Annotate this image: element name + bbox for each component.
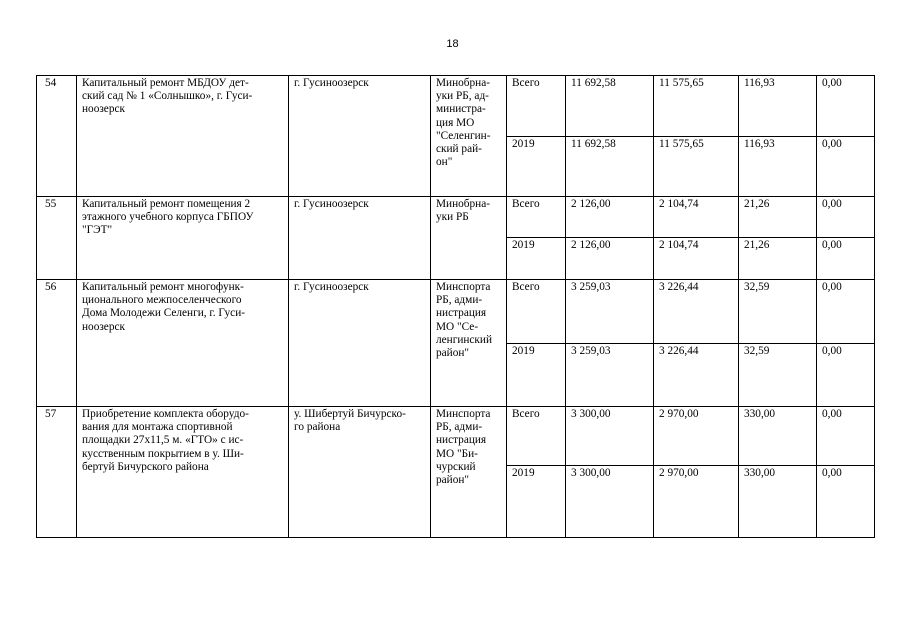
- table-row: [37, 76, 875, 137]
- period-cell: Всего: [507, 280, 566, 344]
- table-row: [37, 280, 875, 344]
- other-cell: 0,00: [817, 344, 875, 407]
- total-cell: 2 126,00: [566, 238, 654, 280]
- other-cell: 0,00: [817, 137, 875, 197]
- other-cell: 0,00: [817, 238, 875, 280]
- republic-cell: 32,59: [739, 344, 817, 407]
- period-cell: Всего: [507, 407, 566, 466]
- period-cell: Всего: [507, 76, 566, 137]
- project-executor: Минобрна- уки РБ: [431, 197, 507, 280]
- other-cell: 0,00: [817, 280, 875, 344]
- republic-cell: 21,26: [739, 238, 817, 280]
- republic-cell: 21,26: [739, 197, 817, 238]
- page-number: 18: [446, 38, 459, 50]
- project-name: Капитальный ремонт МБДОУ дет- ский сад № 1 «Солнышко», г. Гуси- ноозерск: [77, 76, 289, 197]
- federal-cell: 2 970,00: [654, 466, 739, 538]
- program-table: [36, 75, 875, 538]
- republic-cell: 330,00: [739, 407, 817, 466]
- row-number: 57: [37, 407, 77, 538]
- republic-cell: 330,00: [739, 466, 817, 538]
- total-cell: 3 300,00: [566, 407, 654, 466]
- total-cell: 3 300,00: [566, 466, 654, 538]
- federal-cell: 2 104,74: [654, 238, 739, 280]
- republic-cell: 116,93: [739, 76, 817, 137]
- row-number: 55: [37, 197, 77, 280]
- project-name: Капитальный ремонт помещения 2 этажного учебного корпуса ГБПОУ "ГЭТ": [77, 197, 289, 280]
- period-cell: Всего: [507, 197, 566, 238]
- project-executor: Минспорта РБ, адми- нистрация МО "Би- чурский район": [431, 407, 507, 538]
- federal-cell: 3 226,44: [654, 344, 739, 407]
- row-number: 56: [37, 280, 77, 407]
- other-cell: 0,00: [817, 197, 875, 238]
- period-cell: 2019: [507, 238, 566, 280]
- federal-cell: 11 575,65: [654, 137, 739, 197]
- federal-cell: 2 970,00: [654, 407, 739, 466]
- total-cell: 3 259,03: [566, 344, 654, 407]
- project-name: Приобретение комплекта оборудо- вания для монтажа спортивной площадки 27х11,5 м. «ГТО» с ис- кусственным покрытием в у. Ши- бертуй Бичурского района: [77, 407, 289, 538]
- total-cell: 2 126,00: [566, 197, 654, 238]
- table-row: [37, 407, 875, 466]
- project-location: г. Гусиноозерск: [289, 280, 431, 407]
- other-cell: 0,00: [817, 407, 875, 466]
- project-location: г. Гусиноозерск: [289, 197, 431, 280]
- other-cell: 0,00: [817, 466, 875, 538]
- period-cell: 2019: [507, 344, 566, 407]
- period-cell: 2019: [507, 137, 566, 197]
- table-row: [37, 197, 875, 238]
- federal-cell: 11 575,65: [654, 76, 739, 137]
- project-location: у. Шибертуй Бичурско- го района: [289, 407, 431, 538]
- federal-cell: 2 104,74: [654, 197, 739, 238]
- total-cell: 11 692,58: [566, 76, 654, 137]
- republic-cell: 32,59: [739, 280, 817, 344]
- republic-cell: 116,93: [739, 137, 817, 197]
- total-cell: 11 692,58: [566, 137, 654, 197]
- project-location: г. Гусиноозерск: [289, 76, 431, 197]
- row-number: 54: [37, 76, 77, 197]
- project-executor: Минспорта РБ, адми- нистрация МО "Се- ленгинский район": [431, 280, 507, 407]
- project-name: Капитальный ремонт многофунк- ционального межпоселенческого Дома Молодежи Селенги, г. Гуси- ноозерск: [77, 280, 289, 407]
- project-executor: Минобрна- уки РБ, ад- министра- ция МО "Селенгин- ский рай- он": [431, 76, 507, 197]
- total-cell: 3 259,03: [566, 280, 654, 344]
- period-cell: 2019: [507, 466, 566, 538]
- federal-cell: 3 226,44: [654, 280, 739, 344]
- other-cell: 0,00: [817, 76, 875, 137]
